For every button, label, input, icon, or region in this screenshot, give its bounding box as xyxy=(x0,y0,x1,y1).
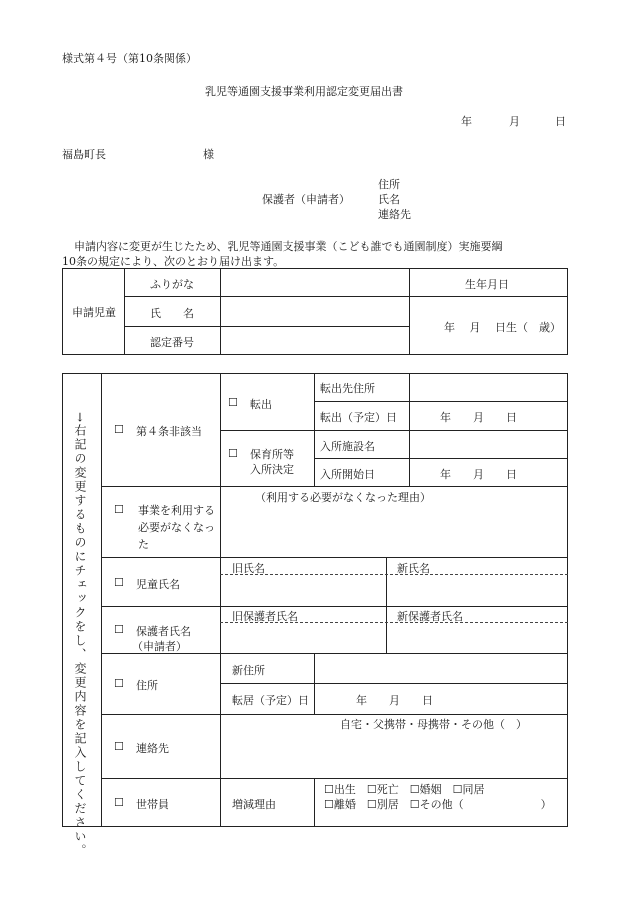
move-date-label: 転居（予定）日 xyxy=(232,694,309,707)
moveout-address-label: 転出先住所 xyxy=(320,382,375,395)
new-address-label: 新住所 xyxy=(232,664,265,677)
furigana-label: ふりがな xyxy=(150,278,194,291)
child-name-field[interactable] xyxy=(221,297,408,325)
child-name-label: 氏 名 xyxy=(150,307,194,320)
guardian-name-sub: （申請者） xyxy=(132,640,187,653)
date-year: 年 xyxy=(461,115,472,128)
form-number: 様式第４号（第10条関係） xyxy=(62,52,197,65)
contact-checkbox[interactable]: ☐ xyxy=(114,740,124,753)
start-date-label: 入所開始日 xyxy=(320,468,375,481)
new-address-field[interactable] xyxy=(315,654,567,682)
intro-text-2: 10条の規定により、次のとおり届け出ます。 xyxy=(62,255,285,268)
no-need-reason-label: （利用する必要がなくなった理由） xyxy=(255,491,431,504)
addressee-suffix: 様 xyxy=(203,148,214,161)
contact-field[interactable] xyxy=(221,732,567,777)
no-need-label: 事業を利用する必要がなくなった xyxy=(138,504,215,551)
new-guardian-name-field[interactable] xyxy=(387,624,567,652)
facility-name-label: 入所施設名 xyxy=(320,440,375,453)
contact-options: 自宅・父携帯・母携帯・その他（ ） xyxy=(340,718,527,731)
moveout-date-value[interactable]: 年 月 日 xyxy=(440,411,517,424)
art4-checkbox[interactable]: ☐ xyxy=(114,423,124,436)
guardian-name-change-label: 保護者氏名 xyxy=(136,625,191,638)
new-child-name-field[interactable] xyxy=(387,576,567,605)
new-guardian-name-label: 新保護者氏名 xyxy=(397,610,463,623)
guardian-name-checkbox[interactable]: ☐ xyxy=(114,623,124,636)
applicant-address-label: 住所 xyxy=(378,178,400,191)
address-checkbox[interactable]: ☐ xyxy=(114,677,124,690)
nursery-label: 保育所等入所決定 xyxy=(250,448,294,476)
start-date-value[interactable]: 年 月 日 xyxy=(440,468,517,481)
change-instruction: →右記の変更するものにチェックをし、変更内容を記入してください。 xyxy=(73,412,87,859)
birth-date-label: 生年月日 xyxy=(465,278,509,291)
form-title: 乳児等通園支援事業利用認定変更届出書 xyxy=(205,85,403,98)
no-need-checkbox[interactable]: ☐ xyxy=(114,503,124,516)
moveout-address-field[interactable] xyxy=(410,374,567,400)
no-need-reason-field[interactable] xyxy=(221,505,567,556)
new-child-name-label: 新氏名 xyxy=(397,562,430,575)
household-checkbox[interactable]: ☐ xyxy=(114,796,124,809)
contact-change-label: 連絡先 xyxy=(136,742,169,755)
child-name-checkbox[interactable]: ☐ xyxy=(114,576,124,589)
moveout-label: 転出 xyxy=(250,398,272,411)
addressee: 福島町長 xyxy=(62,148,106,161)
date-day: 日 xyxy=(555,115,566,128)
child-side-label: 申請児童 xyxy=(72,306,116,319)
moveout-date-label: 転出（予定）日 xyxy=(320,411,397,424)
household-reason-label: 増減理由 xyxy=(232,798,276,811)
furigana-field[interactable] xyxy=(221,269,408,295)
household-reasons-row1[interactable]: ☐出生 ☐死亡 ☐婚姻 ☐同居 xyxy=(324,783,485,796)
child-name-change-label: 児童氏名 xyxy=(136,578,180,591)
applicant-label: 保護者（申請者） xyxy=(262,193,350,206)
cert-no-field[interactable] xyxy=(221,327,408,354)
household-label: 世帯員 xyxy=(136,798,169,811)
date-month: 月 xyxy=(509,115,520,128)
old-guardian-name-field[interactable] xyxy=(221,624,385,652)
old-child-name-field[interactable] xyxy=(221,576,385,605)
applicant-contact-label: 連絡先 xyxy=(378,208,411,221)
birth-date-format: 年 月 日生（ 歳） xyxy=(444,321,561,334)
facility-name-field[interactable] xyxy=(410,431,567,457)
applicant-name-label: 氏名 xyxy=(378,193,400,206)
old-guardian-name-label: 旧保護者氏名 xyxy=(232,610,298,623)
nursery-checkbox[interactable]: ☐ xyxy=(228,447,238,460)
move-date-value[interactable]: 年 月 日 xyxy=(356,694,433,707)
household-reasons-row2[interactable]: ☐離婚 ☐別居 ☐その他（ ） xyxy=(324,798,552,811)
address-change-label: 住所 xyxy=(136,679,158,692)
cert-no-label: 認定番号 xyxy=(150,336,194,349)
art4-label: 第４条非該当 xyxy=(136,425,202,438)
old-child-name-label: 旧氏名 xyxy=(232,562,265,575)
moveout-checkbox[interactable]: ☐ xyxy=(228,396,238,409)
intro-text-1: 申請内容に変更が生じたため、乳児等通園支援事業（こども誰でも通園制度）実施要綱 xyxy=(74,240,503,253)
